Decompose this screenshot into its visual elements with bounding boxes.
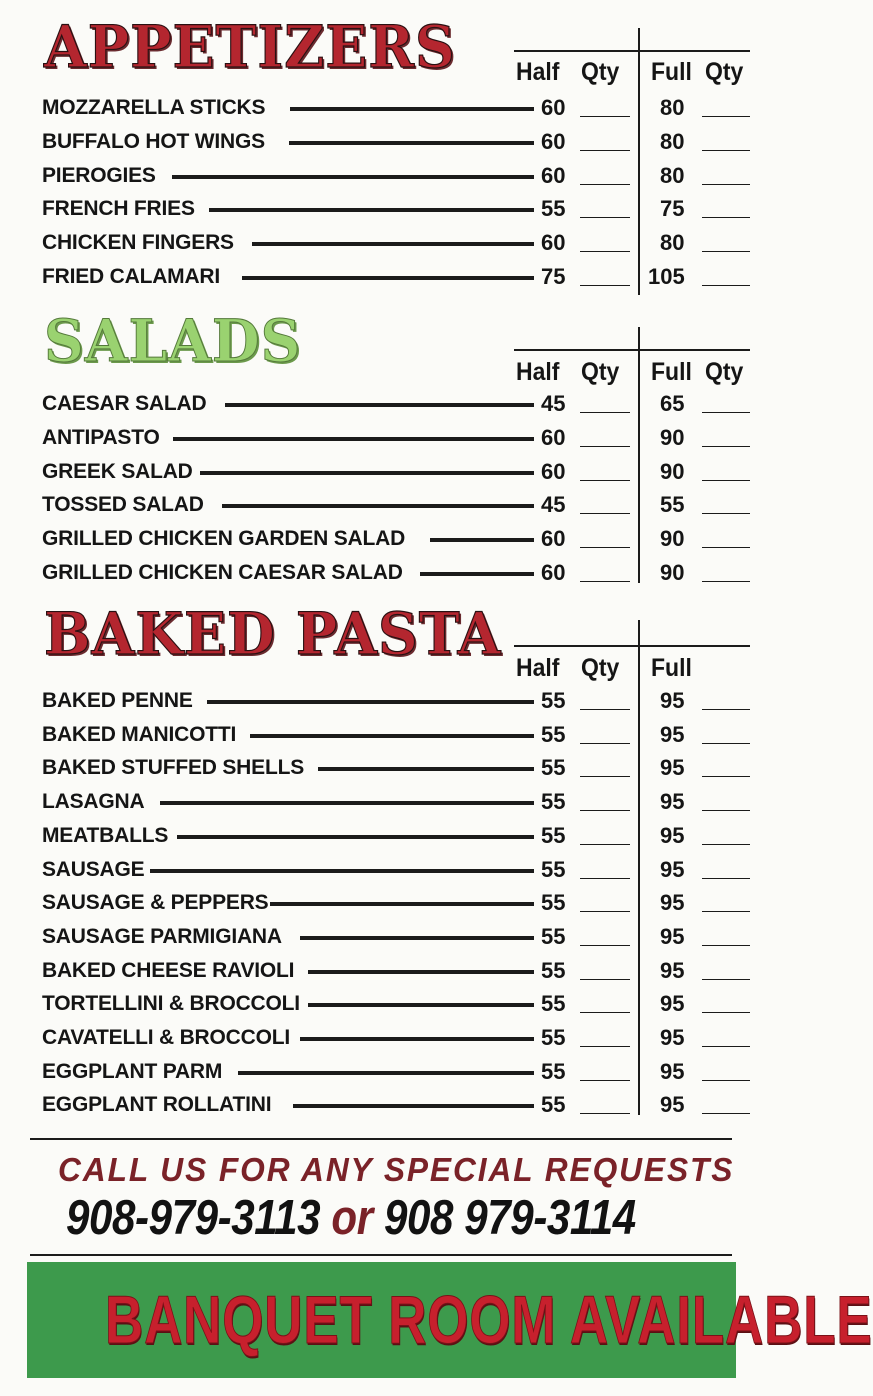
menu-item-name: SAUSAGE PARMIGIANA [42,924,282,948]
menu-item-name: EGGPLANT ROLLATINI [42,1093,272,1117]
half-qty-blank[interactable] [580,810,630,811]
menu-item-row [0,752,768,786]
full-qty-blank[interactable] [702,709,750,710]
half-price: 60 [541,230,566,256]
menu-item-name: FRENCH FRIES [42,197,195,221]
half-price: 75 [541,264,566,289]
half-price: 60 [541,424,566,450]
full-price: 95 [660,991,685,1017]
full-qty-blank[interactable] [702,743,750,744]
menu-item-row [0,988,768,1022]
half-price: 60 [541,128,566,154]
leader-line [318,767,534,771]
half-qty-blank[interactable] [580,1113,630,1114]
column-rule-salads [514,349,750,351]
menu-item-name: BAKED MANICOTTI [42,722,237,746]
header-half-salads: Half [516,358,560,386]
leader-line [177,835,534,839]
half-qty-blank[interactable] [580,446,630,447]
half-price: 45 [541,391,566,416]
menu-item-name: BAKED PENNE [42,689,193,712]
full-qty-blank[interactable] [702,217,750,218]
half-qty-blank[interactable] [580,709,630,710]
or-text: or [331,1191,373,1245]
half-qty-blank[interactable] [580,979,630,980]
half-qty-blank[interactable] [580,878,630,879]
half-qty-blank[interactable] [580,150,630,151]
half-price: 55 [541,923,566,949]
header-full-qty-appetizers: Qty [705,58,744,86]
leader-line [160,801,534,805]
menu-item-name: GRILLED CHICKEN GARDEN SALAD [42,527,406,551]
full-price: 95 [660,923,685,949]
menu-item-name: BAKED STUFFED SHELLS [42,756,305,780]
full-price: 95 [660,688,685,713]
half-price: 60 [541,458,566,484]
half-qty-blank[interactable] [580,251,630,252]
full-price: 90 [660,526,685,552]
menu-item-name: FRIED CALAMARI [42,265,221,288]
half-qty-blank[interactable] [580,1046,630,1047]
menu-item-name: ANTIPASTO [42,425,160,449]
full-qty-blank[interactable] [702,513,750,514]
half-price: 45 [541,492,566,518]
menu-item-row [0,1022,768,1056]
full-qty-blank[interactable] [702,844,750,845]
leader-line [172,175,534,179]
full-qty-blank[interactable] [702,1080,750,1081]
menu-item-row [0,887,768,921]
half-price: 60 [541,162,566,188]
full-price: 95 [660,1058,685,1084]
banquet-text: BANQUET ROOM AVAILABLE [104,1282,873,1358]
footer-divider-top [30,1138,732,1140]
header-half-appetizers: Half [516,58,560,86]
full-price: 90 [660,424,685,450]
leader-line [300,1037,534,1041]
full-qty-blank[interactable] [702,480,750,481]
half-price: 55 [541,957,566,983]
full-qty-blank[interactable] [702,945,750,946]
half-qty-blank[interactable] [580,480,630,481]
half-qty-blank[interactable] [580,412,630,413]
menu-item-name: PIEROGIES [42,163,156,187]
menu-item-name: CAVATELLI & BROCCOLI [42,1026,290,1049]
menu-item-row [0,388,768,422]
half-price: 55 [541,1025,566,1050]
banquet-banner [27,1262,873,1378]
header-half-baked-pasta: Half [516,654,560,682]
full-price: 95 [660,822,685,848]
full-price: 80 [660,162,685,188]
half-price: 55 [541,688,566,713]
leader-line [289,141,534,145]
half-price: 55 [541,789,566,815]
section-title-salads: SALADS [44,307,302,375]
leader-line [308,970,534,974]
half-qty-blank[interactable] [580,1080,630,1081]
full-qty-blank[interactable] [702,547,750,548]
full-price: 105 [648,264,685,289]
menu-item-row [0,160,768,194]
half-price: 55 [541,856,566,882]
leader-line [270,902,534,906]
menu-item-name: CHICKEN FINGERS [42,231,234,255]
menu-item-row [0,955,768,989]
full-qty-blank[interactable] [702,251,750,252]
full-price: 95 [660,856,685,882]
half-qty-blank[interactable] [580,285,630,286]
special-requests-text: CALL US FOR ANY SPECIAL REQUESTS [58,1151,735,1188]
menu-item-row [0,685,768,719]
header-half-qty-baked-pasta: Qty [581,654,620,682]
column-rule-appetizers [514,50,750,52]
full-price: 95 [660,1025,685,1050]
half-qty-blank[interactable] [580,513,630,514]
leader-line [225,403,534,407]
leader-line [222,504,534,508]
leader-line [200,471,534,475]
leader-line [209,208,534,212]
menu-item-row [0,820,768,854]
full-qty-blank[interactable] [702,581,750,582]
half-qty-blank[interactable] [580,184,630,185]
half-qty-blank[interactable] [580,547,630,548]
full-price: 75 [660,196,685,222]
half-price: 60 [541,560,566,585]
menu-item-row [0,719,768,753]
leader-line [242,276,534,280]
half-qty-blank[interactable] [580,743,630,744]
half-qty-blank[interactable] [580,844,630,845]
menu-item-row [0,126,768,160]
half-qty-blank[interactable] [580,1012,630,1013]
half-qty-blank[interactable] [580,911,630,912]
menu-item-name: LASAGNA [42,790,145,814]
half-qty-blank[interactable] [580,581,630,582]
full-qty-blank[interactable] [702,878,750,879]
menu-item-row [0,557,768,591]
half-qty-blank[interactable] [580,116,630,117]
full-price: 95 [660,957,685,983]
half-price: 60 [541,526,566,552]
menu-item-name: BUFFALO HOT WINGS [42,129,265,153]
half-qty-blank[interactable] [580,776,630,777]
full-qty-blank[interactable] [702,911,750,912]
section-title-appetizers: APPETIZERS [44,13,456,81]
phone-number-1[interactable]: 908-979-3113 [66,1191,321,1245]
full-qty-blank[interactable] [702,412,750,413]
half-price: 55 [541,755,566,781]
full-price: 95 [660,1092,685,1118]
menu-item-row [0,489,768,523]
full-price: 90 [660,560,685,585]
full-qty-blank[interactable] [702,184,750,185]
menu-item-name: MOZZARELLA STICKS [42,96,266,119]
menu-item-row [0,786,768,820]
full-price: 95 [660,755,685,781]
full-qty-blank[interactable] [702,116,750,117]
full-price: 95 [660,789,685,815]
menu-item-name: TORTELLINI & BROCCOLI [42,992,300,1016]
leader-line [173,437,534,441]
leader-line [207,700,534,704]
half-price: 55 [541,721,566,747]
half-price: 55 [541,196,566,222]
full-price: 95 [660,890,685,916]
leader-line [250,734,534,738]
menu-item-name: CAESAR SALAD [42,392,207,415]
full-price: 90 [660,458,685,484]
menu-item-row [0,227,768,261]
menu-item-name: GREEK SALAD [42,459,193,483]
menu-item-row [0,523,768,557]
full-price: 80 [660,230,685,256]
column-rule-baked-pasta [514,645,750,647]
leader-line [252,242,534,246]
menu-item-row [0,456,768,490]
leader-line [290,107,534,111]
full-price: 80 [660,128,685,154]
half-price: 55 [541,1092,566,1118]
header-half-qty-salads: Qty [581,358,620,386]
menu-item-row [0,422,768,456]
leader-line [308,1003,534,1007]
header-full-qty-salads: Qty [705,358,744,386]
half-price: 55 [541,991,566,1017]
header-half-qty-appetizers: Qty [581,58,620,86]
leader-line [430,538,534,542]
menu-item-row [0,1056,768,1090]
phone-number-2[interactable]: 908 979-3114 [383,1191,636,1245]
half-price: 55 [541,822,566,848]
menu-item-row [0,1089,768,1123]
half-price: 60 [541,95,566,120]
section-title-baked-pasta: BAKED PASTA [44,600,502,668]
half-price: 55 [541,890,566,916]
leader-line [300,936,534,940]
half-qty-blank[interactable] [580,945,630,946]
full-qty-blank[interactable] [702,810,750,811]
menu-item-name: SAUSAGE & PEPPERS [42,891,269,915]
leader-line [420,572,534,576]
header-full-baked-pasta: Full [651,654,692,682]
menu-item-name: MEATBALLS [42,823,169,847]
menu-item-name: BAKED CHEESE RAVIOLI [42,958,295,982]
half-price: 55 [541,1058,566,1084]
full-qty-blank[interactable] [702,285,750,286]
header-full-salads: Full [651,358,692,386]
phone-numbers [66,1190,636,1246]
leader-line [150,869,534,873]
menu-item-row [0,261,768,295]
full-qty-blank[interactable] [702,979,750,980]
menu-item-name: TOSSED SALAD [42,493,204,517]
full-qty-blank[interactable] [702,1012,750,1013]
full-qty-blank[interactable] [702,776,750,777]
footer-divider-bottom [30,1254,732,1256]
full-price: 55 [660,492,685,518]
header-full-appetizers: Full [651,58,692,86]
menu-item-row [0,921,768,955]
full-qty-blank[interactable] [702,446,750,447]
leader-line [293,1104,534,1108]
full-qty-blank[interactable] [702,150,750,151]
leader-line [238,1071,534,1075]
menu-item-row [0,854,768,888]
full-price: 80 [660,95,685,120]
full-price: 65 [660,391,685,416]
half-qty-blank[interactable] [580,217,630,218]
full-price: 95 [660,721,685,747]
menu-item-row [0,193,768,227]
menu-item-name: EGGPLANT PARM [42,1059,223,1083]
menu-item-row [0,92,768,126]
full-qty-blank[interactable] [702,1046,750,1047]
full-qty-blank[interactable] [702,1113,750,1114]
menu-item-name: SAUSAGE [42,857,145,881]
menu-item-name: GRILLED CHICKEN CAESAR SALAD [42,561,403,584]
